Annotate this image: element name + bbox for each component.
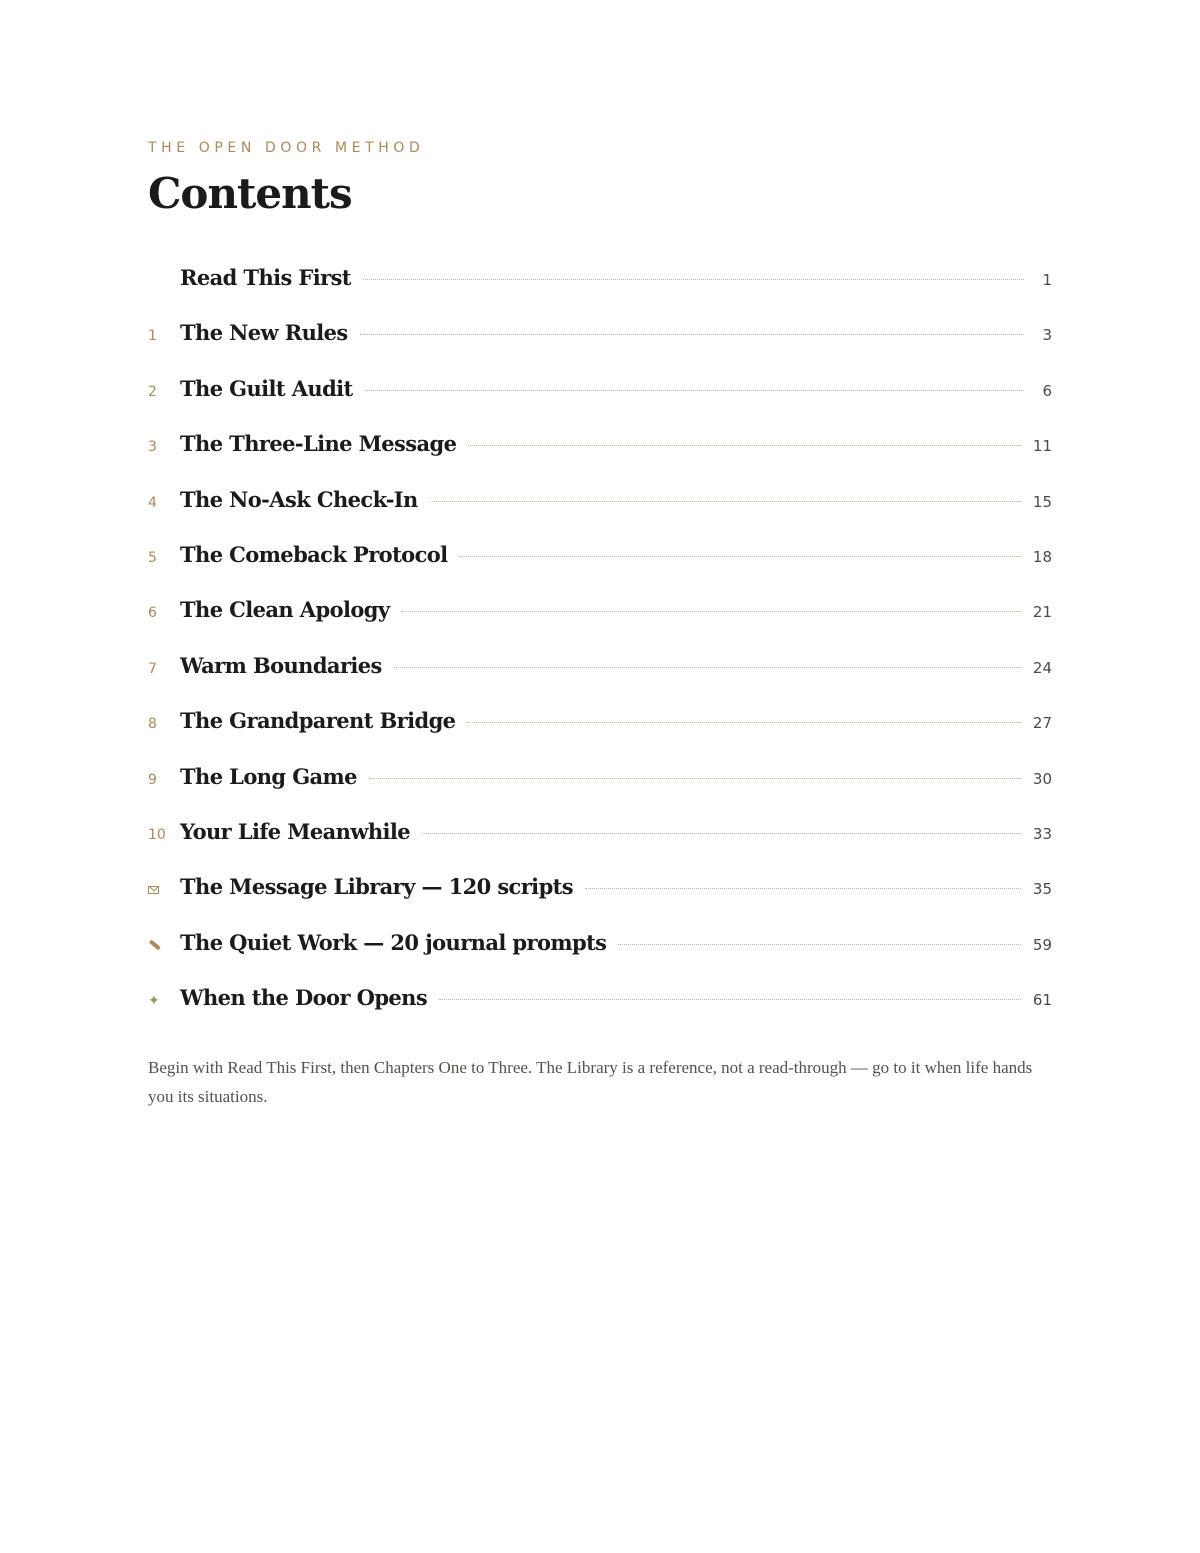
toc-entry-chapter-4[interactable] <box>148 472 1052 527</box>
chapter-number: 5 <box>148 549 157 566</box>
entry-title: Read This First <box>180 265 351 290</box>
page-number: 59 <box>1032 935 1052 954</box>
page-number: 3 <box>1042 326 1052 345</box>
book-title-eyebrow: THE OPEN DOOR METHOD <box>148 140 425 156</box>
toc-entry-chapter-10[interactable] <box>148 804 1052 859</box>
dot-leader <box>394 667 1021 668</box>
chapter-number: 2 <box>148 383 157 400</box>
toc-entry-quiet-work[interactable] <box>148 915 1052 970</box>
entry-title: When the Door Opens <box>180 985 428 1011</box>
dot-leader <box>369 778 1021 779</box>
page-number: 6 <box>1042 381 1052 400</box>
entry-title: The Comeback Protocol <box>180 541 448 567</box>
entry-title: The No-Ask Check-In <box>180 486 418 512</box>
chapter-number: 9 <box>148 771 157 788</box>
dot-leader <box>468 445 1021 446</box>
toc-entry-chapter-2[interactable] <box>148 361 1052 416</box>
chapter-number: 8 <box>148 716 157 733</box>
dot-leader <box>430 501 1021 502</box>
pencil-icon <box>148 919 180 974</box>
toc-entry-chapter-8[interactable] <box>148 693 1052 748</box>
page-number: 21 <box>1032 603 1052 622</box>
chapter-number: 3 <box>148 439 157 456</box>
page-number: 24 <box>1032 658 1052 677</box>
page-number: 27 <box>1032 714 1052 733</box>
dot-leader <box>360 334 1024 335</box>
table-of-contents <box>148 250 1052 1025</box>
entry-title: Your Life Meanwhile <box>180 818 411 844</box>
sparkle-icon: ✦ <box>148 993 160 1010</box>
entry-title: The Quiet Work — 20 journal prompts <box>180 929 607 955</box>
entry-title: Warm Boundaries <box>180 652 382 678</box>
page-number: 35 <box>1032 880 1052 899</box>
entry-title: The Guilt Audit <box>180 375 353 401</box>
dot-leader <box>401 611 1020 612</box>
entry-title: The New Rules <box>180 320 348 346</box>
toc-entry-chapter-9[interactable] <box>148 749 1052 804</box>
chapter-number: 1 <box>148 328 157 345</box>
chapter-number: 4 <box>148 494 157 511</box>
chapter-number: 7 <box>148 660 157 677</box>
toc-entry-message-library[interactable] <box>148 859 1052 914</box>
toc-entry-chapter-5[interactable] <box>148 527 1052 582</box>
dot-leader <box>363 279 1024 280</box>
envelope-icon <box>148 863 180 918</box>
toc-entry-chapter-7[interactable] <box>148 638 1052 693</box>
page-number: 30 <box>1032 769 1052 788</box>
entry-title: The Grandparent Bridge <box>180 708 456 734</box>
chapter-number: 10 <box>148 826 166 843</box>
page-number: 33 <box>1032 824 1052 843</box>
page-number: 15 <box>1032 492 1052 511</box>
dot-leader <box>365 390 1024 391</box>
page-number: 1 <box>1042 271 1052 289</box>
entry-title: The Three-Line Message <box>180 431 457 457</box>
reading-guidance-note: Begin with Read This First, then Chapters One to Three. The Library is a reference, not a read-through — go to it when life hands you its situations. <box>148 1058 1033 1106</box>
toc-entry-chapter-3[interactable] <box>148 416 1052 471</box>
page-number: 11 <box>1032 437 1052 456</box>
dot-leader <box>460 556 1021 557</box>
entry-title: The Long Game <box>180 763 357 789</box>
toc-entry-chapter-6[interactable] <box>148 582 1052 637</box>
dot-leader <box>618 944 1020 945</box>
entry-title: The Message Library — 120 scripts <box>180 874 573 900</box>
toc-entry-chapter-1[interactable] <box>148 305 1052 360</box>
toc-entry-read-this-first[interactable] <box>148 250 1052 305</box>
dot-leader <box>439 999 1021 1000</box>
dot-leader <box>467 722 1020 723</box>
chapter-number: 6 <box>148 605 157 622</box>
entry-title: The Clean Apology <box>180 597 390 623</box>
toc-entry-when-the-door-opens[interactable] <box>148 970 1052 1025</box>
page-number: 18 <box>1032 547 1052 566</box>
page-number: 61 <box>1032 991 1052 1010</box>
dot-leader <box>422 833 1021 834</box>
dot-leader <box>585 888 1021 889</box>
page-title: Contents <box>148 169 352 218</box>
